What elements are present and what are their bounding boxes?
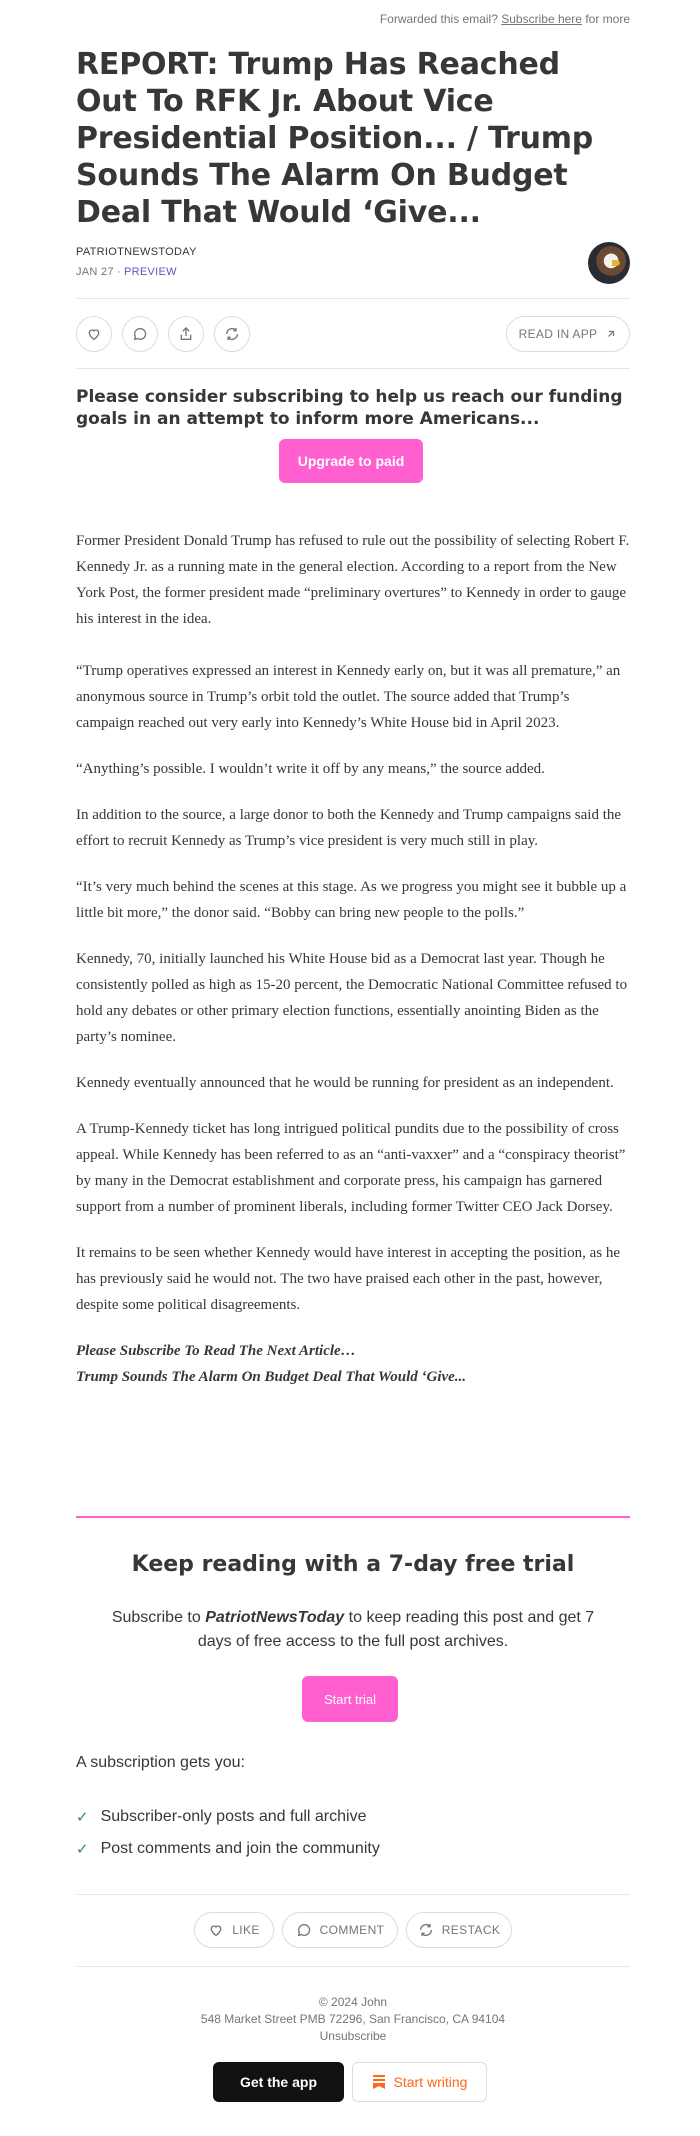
benefit-item	[76, 1840, 630, 1858]
benefit-text: Subscriber-only posts and full archive	[100, 1808, 367, 1825]
start-writing-label: Start writing	[393, 2074, 468, 2090]
read-in-app-label: READ IN APP	[518, 327, 598, 341]
post-title[interactable]: REPORT: Trump Has Reached Out To RFK Jr. About Vice Presidential Position... / Trump Sounds The Alarm On Budget Deal That Would ‘Give...	[76, 47, 594, 230]
next-article-title: Trump Sounds The Alarm On Budget Deal That Would ‘Give...	[76, 1369, 467, 1385]
comment-pill-button[interactable]	[282, 1912, 398, 1948]
benefit-item	[76, 1808, 630, 1826]
like-pill-button[interactable]	[194, 1912, 274, 1948]
preview-label: PREVIEW	[123, 266, 177, 278]
comment-label: COMMENT	[319, 1923, 385, 1937]
funding-cta-heading: Please consider subscribing to help us reach our funding goals in an attempt to inform more Americans...	[76, 387, 623, 429]
paragraph: In addition to the source, a large donor to both the Kennedy and Trump campaigns said the effort to recruit Kennedy as Trump’s vice president is very much still in play.	[76, 807, 622, 849]
footer	[76, 1994, 630, 2045]
read-in-app-button[interactable]	[506, 316, 630, 352]
paragraph: Kennedy eventually announced that he would be running for president as an independent.	[76, 1075, 614, 1091]
restack-button[interactable]	[214, 316, 250, 352]
like-button[interactable]	[76, 316, 112, 352]
restack-icon	[224, 326, 240, 342]
subscribe-here-link[interactable]: Subscribe here	[501, 12, 582, 26]
article-body	[76, 528, 630, 1390]
paywall-subtitle	[106, 1606, 600, 1654]
benefit-text: Post comments and join the community	[100, 1840, 380, 1857]
start-writing-button[interactable]	[352, 2062, 487, 2102]
share-icon	[178, 326, 194, 342]
forwarded-suffix: for more	[585, 12, 630, 26]
heart-icon	[208, 1922, 224, 1938]
comment-icon	[132, 326, 148, 342]
paywall-divider	[76, 1516, 630, 1518]
check-icon: ✓	[76, 1809, 89, 1826]
paragraph: It remains to be seen whether Kennedy would have interest in accepting the position, as he has previously said he would not. The two have praised each other in the past, however, despite some political disagreements.	[76, 1245, 620, 1313]
unsubscribe-link[interactable]: Unsubscribe	[319, 2029, 387, 2043]
divider	[76, 1966, 630, 1967]
comment-icon	[296, 1922, 312, 1938]
like-label: LIKE	[232, 1923, 260, 1937]
post-date-line	[76, 266, 630, 278]
paragraph: “It’s very much behind the scenes at this stage. As we progress you might see it bubble up a little bit more,” the donor said. “Bobby can bring new people to the polls.”	[76, 879, 627, 921]
paragraph: Former President Donald Trump has refused to rule out the possibility of selecting Robert F. Kennedy Jr. as a running mate in the general election. According to a report from the New York Post, the former president made “preliminary overtures” to Kennedy in order to gauge his interest in the idea.	[76, 533, 630, 627]
copyright: © 2024 John	[318, 1995, 388, 2009]
comment-button[interactable]	[122, 316, 158, 352]
paragraph: “Anything’s possible. I wouldn’t write it off by any means,” the source added.	[76, 761, 545, 777]
mailing-address: 548 Market Street PMB 72296, San Francisco, CA 94104	[200, 2012, 506, 2026]
restack-icon	[418, 1922, 434, 1938]
restack-label: RESTACK	[441, 1923, 501, 1937]
upgrade-to-paid-button[interactable]: Upgrade to paid	[279, 439, 423, 483]
get-the-app-button[interactable]: Get the app	[213, 2062, 344, 2102]
check-icon: ✓	[76, 1841, 89, 1858]
paragraph: “Trump operatives expressed an interest in Kennedy early on, but it was all premature,” an anonymous source in Trump’s orbit told the outlet. The source added that Trump’s campaign reached out very early into Kennedy’s White House bid in April 2023.	[76, 663, 621, 731]
paywall-pub-name: PatriotNewsToday	[205, 1609, 345, 1626]
paywall-title: Keep reading with a 7-day free trial	[131, 1552, 575, 1577]
date-separator: ∙	[117, 266, 121, 278]
divider	[76, 368, 630, 369]
restack-pill-button[interactable]	[406, 1912, 512, 1948]
forwarded-prefix: Forwarded this email?	[379, 12, 498, 26]
paragraph: A Trump-Kennedy ticket has long intrigued political pundits due to the possibility of cross appeal. While Kennedy has been referred to as an “anti-vaxxer” and a “conspiracy theorist” by many in the Democrat establishment and corporate press, his campaign has garnered support from a number of prominent liberals, including former Twitter CEO Jack Dorsey.	[76, 1121, 626, 1215]
start-trial-button[interactable]: Start trial	[302, 1676, 398, 1722]
divider	[76, 298, 630, 299]
subscription-benefits-heading: A subscription gets you:	[76, 1754, 245, 1771]
paywall-sub-prefix: Subscribe to	[111, 1609, 201, 1626]
bookmark-icon	[372, 2074, 386, 2090]
divider	[76, 1894, 630, 1895]
paywall-sub-suffix: to keep reading this post and get 7 days of free access to the full post archives.	[197, 1609, 595, 1650]
arrow-up-right-icon	[605, 328, 617, 340]
post-actions	[76, 316, 630, 352]
next-article-prompt: Please Subscribe To Read The Next Article…	[76, 1343, 356, 1359]
heart-icon	[86, 326, 102, 342]
author-avatar[interactable]	[588, 242, 630, 284]
post-date: JAN 27	[76, 266, 114, 278]
paragraph: Kennedy, 70, initially launched his White House bid as a Democrat last year. Though he consistently polled as high as 15-20 percent, the Democratic National Committee refused to hold any debates or other primary election functions, essentially anointing Biden as the party’s nominee.	[76, 951, 628, 1045]
publication-name[interactable]: PATRIOTNEWSTODAY	[76, 246, 197, 258]
share-button[interactable]	[168, 316, 204, 352]
forwarded-notice	[76, 12, 630, 26]
